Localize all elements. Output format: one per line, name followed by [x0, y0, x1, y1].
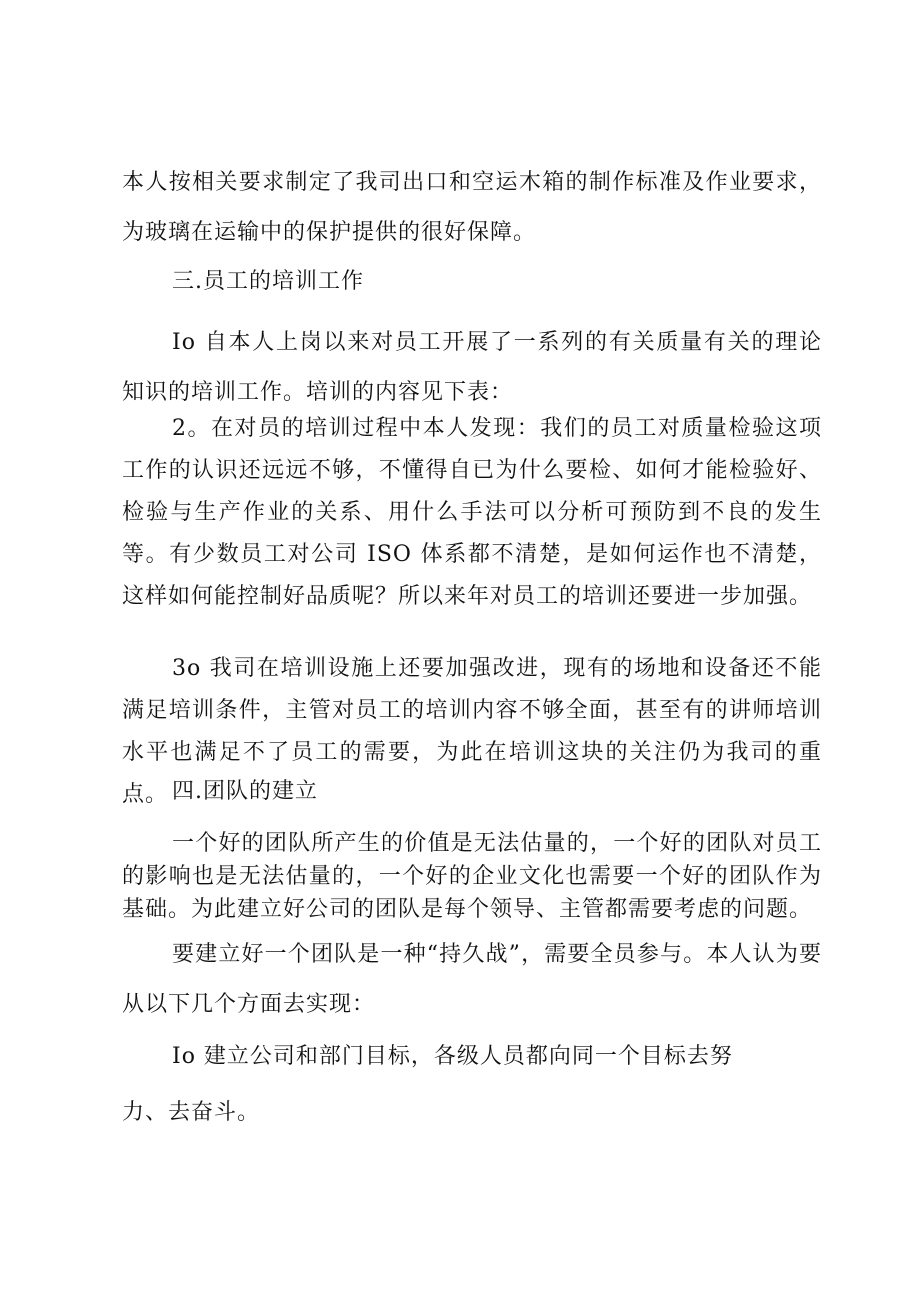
paragraph-team-approach: 要建立好一个团队是一种“持久战”，需要全员参与。本人认为要从以下几个方面去实现： — [122, 942, 822, 1017]
paragraph-packaging-standard: 本人按相关要求制定了我司出口和空运木箱的制作标准及作业要求，为玻璃在运输中的保护提供的很好保障。 — [122, 170, 822, 245]
paragraph-training-3: 3o 我司在培训设施上还要加强改进，现有的场地和设备还不能满足培训条件，主管对员工的培训内容不够全面，甚至有的讲师培训水平也满足不了员工的需要，为此在培训这块的关注仍为我司的重点。 — [122, 656, 822, 807]
paragraph-team-goal-line2: 力、去奋斗。 — [122, 1100, 261, 1125]
paragraph-team-value: 一个好的团队所产生的价值是无法估量的，一个好的团队对员工的影响也是无法估量的，一个好的企业文化也需要一个好的团队作为基础。为此建立好公司的团队是每个领导、主管都需要考虑的问题。 — [122, 831, 822, 922]
heading-staff-training: 三.员工的培训工作 — [172, 269, 364, 294]
paragraph-training-1: Io 自本人上岗以来对员工开展了一系列的有关质量有关的理论知识的培训工作。培训的内容见下表： — [122, 330, 822, 405]
heading-team-building: 四.团队的建立 — [172, 779, 318, 804]
paragraph-team-goal-line1: Io 建立公司和部门目标，各级人员都向同一个目标去努 — [172, 1044, 733, 1069]
paragraph-training-2: 2。在对员的培训过程中本人发现：我们的员工对质量检验这项工作的认识还远远不够，不懂得自已为什么要检、如何才能检验好、检验与生产作业的关系、用什么手法可以分析可预防到不良的发生等。有少数员工对公司 ISO 体系都不清楚，是如何运作也不清楚，这样如何能控制好品质呢？所以来年对员工的培训还要进一步加强。 — [122, 416, 822, 609]
